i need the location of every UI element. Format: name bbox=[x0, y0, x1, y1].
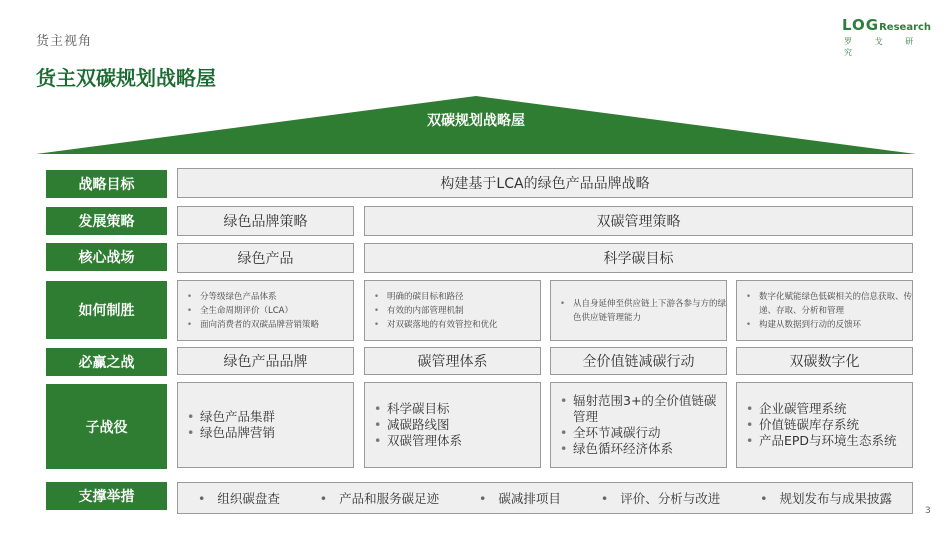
campaign-cell-management bbox=[364, 382, 541, 468]
row-label-support: 支撑举措 bbox=[46, 482, 167, 510]
support-item: • 评价、分析与改进 bbox=[601, 489, 720, 507]
row-label-campaigns: 子战役 bbox=[46, 384, 167, 469]
list-item: • 绿色循环经济体系 bbox=[573, 441, 726, 457]
page-title: 货主双碳规划战略屋 bbox=[36, 66, 216, 90]
list-item: • 辐射范围3+的全价值链碳管理 bbox=[573, 393, 726, 425]
list-item: • 价值链碳库存系统 bbox=[759, 417, 897, 433]
list-item: • 有效的内部管理机制 bbox=[387, 304, 498, 318]
must-win-cell-carbon-system: 碳管理体系 bbox=[364, 347, 541, 375]
list-item: • 明确的碳目标和路径 bbox=[387, 290, 498, 304]
campaign-cell-product bbox=[177, 382, 354, 468]
list-item: • 面向消费者的双碳品牌营销策略 bbox=[200, 318, 319, 332]
howto-cell-digital bbox=[736, 280, 913, 341]
support-item: • 产品和服务碳足迹 bbox=[320, 489, 439, 507]
battlefield-cell-science-target: 科学碳目标 bbox=[364, 243, 913, 273]
list-item: • 双碳管理体系 bbox=[387, 433, 462, 449]
list-item: • 企业碳管理系统 bbox=[759, 401, 897, 417]
list-item: • 科学碳目标 bbox=[387, 401, 462, 417]
logo-wordmark: LOGResearch bbox=[842, 16, 932, 34]
logo bbox=[842, 16, 934, 57]
logo-chinese-name: 罗 戈 研 究 bbox=[844, 37, 924, 57]
list-item: • 分等级绿色产品体系 bbox=[200, 290, 319, 304]
row-label-battlefield: 核心战场 bbox=[46, 243, 167, 271]
support-item: • 组织碳盘查 bbox=[198, 489, 280, 507]
battlefield-cell-product: 绿色产品 bbox=[177, 243, 354, 273]
howto-cell-product bbox=[177, 280, 354, 341]
support-item: • 规划发布与成果披露 bbox=[760, 489, 892, 507]
list-item: • 从自身延伸至供应链上下游各参与方的绿色供应链管理能力 bbox=[573, 297, 726, 325]
howto-cell-management bbox=[364, 280, 541, 341]
must-win-cell-value-chain: 全价值链减碳行动 bbox=[550, 347, 727, 375]
list-item: • 绿色产品集群 bbox=[200, 409, 275, 425]
list-item: • 数字化赋能绿色低碳相关的信息获取、传递、存取、分析和管理 bbox=[759, 290, 912, 318]
page-number: 3 bbox=[925, 506, 931, 516]
howto-cell-supply-chain bbox=[550, 280, 727, 341]
must-win-cell-digital: 双碳数字化 bbox=[736, 347, 913, 375]
row-label-goal: 战略目标 bbox=[46, 170, 167, 198]
strategy-cell-management: 双碳管理策略 bbox=[364, 206, 913, 236]
list-item: • 对双碳落地的有效管控和优化 bbox=[387, 318, 498, 332]
campaign-cell-value-chain bbox=[550, 382, 727, 468]
goal-cell: 构建基于LCA的绿色产品品牌战略 bbox=[177, 168, 913, 198]
support-item: • 碳减排项目 bbox=[479, 489, 561, 507]
list-item: • 绿色品牌营销 bbox=[200, 425, 275, 441]
row-label-must-win: 必赢之战 bbox=[46, 348, 167, 376]
list-item: • 构建从数据到行动的反馈环 bbox=[759, 318, 912, 332]
list-item: • 全环节减碳行动 bbox=[573, 425, 726, 441]
roof-label: 双碳规划战略屋 bbox=[427, 113, 525, 129]
list-item: • 全生命周期评价（LCA） bbox=[200, 304, 319, 318]
section-label: 货主视角 bbox=[36, 34, 93, 49]
campaign-cell-digital bbox=[736, 382, 913, 468]
list-item: • 减碳路线图 bbox=[387, 417, 462, 433]
list-item: • 产品EPD与环境生态系统 bbox=[759, 433, 897, 449]
must-win-cell-brand: 绿色产品品牌 bbox=[177, 347, 354, 375]
row-label-strategy: 发展策略 bbox=[46, 207, 167, 235]
row-label-howto: 如何制胜 bbox=[46, 281, 167, 339]
support-cell bbox=[177, 482, 913, 514]
strategy-cell-brand: 绿色品牌策略 bbox=[177, 206, 354, 236]
